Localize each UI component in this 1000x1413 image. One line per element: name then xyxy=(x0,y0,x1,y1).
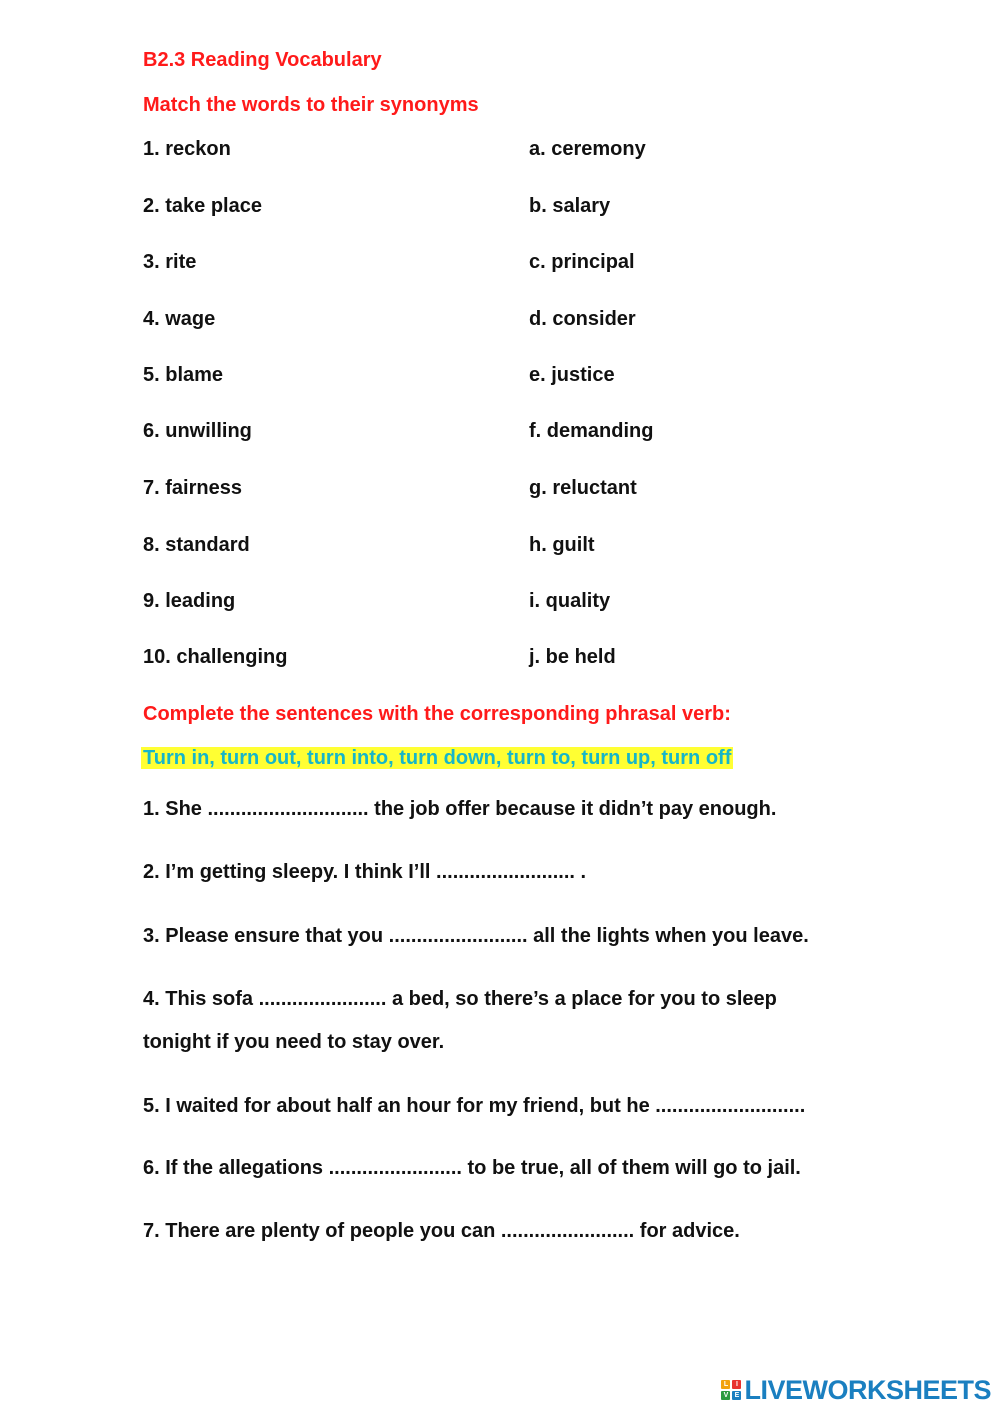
section2-instruction: Complete the sentences with the corresponding phrasal verb: xyxy=(143,703,731,725)
sentence-item: 4. This sofa ....................... a bed, so there’s a place for you to sleep xyxy=(143,988,777,1010)
synonym-item: b. salary xyxy=(529,195,611,217)
word-item: 9. leading xyxy=(143,590,236,612)
sentence-item: 5. I waited for about half an hour for my friend, but he ........................... xyxy=(143,1095,806,1117)
synonym-item: e. justice xyxy=(529,364,615,386)
synonym-item: c. principal xyxy=(529,251,635,273)
worksheet-title: B2.3 Reading Vocabulary xyxy=(143,49,382,71)
synonym-item: g. reluctant xyxy=(529,477,637,499)
phrasal-verb-list xyxy=(141,746,733,770)
synonym-item: a. ceremony xyxy=(529,138,646,160)
word-item: 10. challenging xyxy=(143,646,288,668)
liveworksheets-logo xyxy=(721,1375,991,1405)
section1-instruction: Match the words to their synonyms xyxy=(143,94,479,116)
synonym-item: i. quality xyxy=(529,590,611,612)
word-item: 6. unwilling xyxy=(143,420,252,442)
sentence-item-continuation: tonight if you need to stay over. xyxy=(143,1031,445,1053)
sentence-item: 1. She ............................. the job offer because it didn’t pay enough. xyxy=(143,798,777,820)
synonym-item: d. consider xyxy=(529,308,636,330)
synonym-item: j. be held xyxy=(529,646,616,668)
phrasal-verb-highlight: Turn in, turn out, turn into, turn down, turn to, turn up, turn off xyxy=(143,747,732,769)
synonym-item: h. guilt xyxy=(529,534,595,556)
logo-text: LIVEWORKSHEETS xyxy=(744,1374,991,1405)
sentence-item: 7. There are plenty of people you can ........................ for advice. xyxy=(143,1220,740,1242)
word-item: 3. rite xyxy=(143,251,197,273)
synonym-item: f. demanding xyxy=(529,420,654,442)
word-item: 7. fairness xyxy=(143,477,242,499)
sentence-item: 3. Please ensure that you ......................... all the lights when you leave. xyxy=(143,925,809,947)
word-item: 5. blame xyxy=(143,364,224,386)
sentence-item: 6. If the allegations ........................ to be true, all of them will go to jail. xyxy=(143,1157,801,1179)
sentence-item: 2. I’m getting sleepy. I think I’ll ......................... . xyxy=(143,861,587,883)
word-item: 2. take place xyxy=(143,195,262,217)
logo-grid-icon: L I V E xyxy=(721,1380,741,1400)
word-item: 1. reckon xyxy=(143,138,231,160)
word-item: 8. standard xyxy=(143,534,250,556)
word-item: 4. wage xyxy=(143,308,216,330)
